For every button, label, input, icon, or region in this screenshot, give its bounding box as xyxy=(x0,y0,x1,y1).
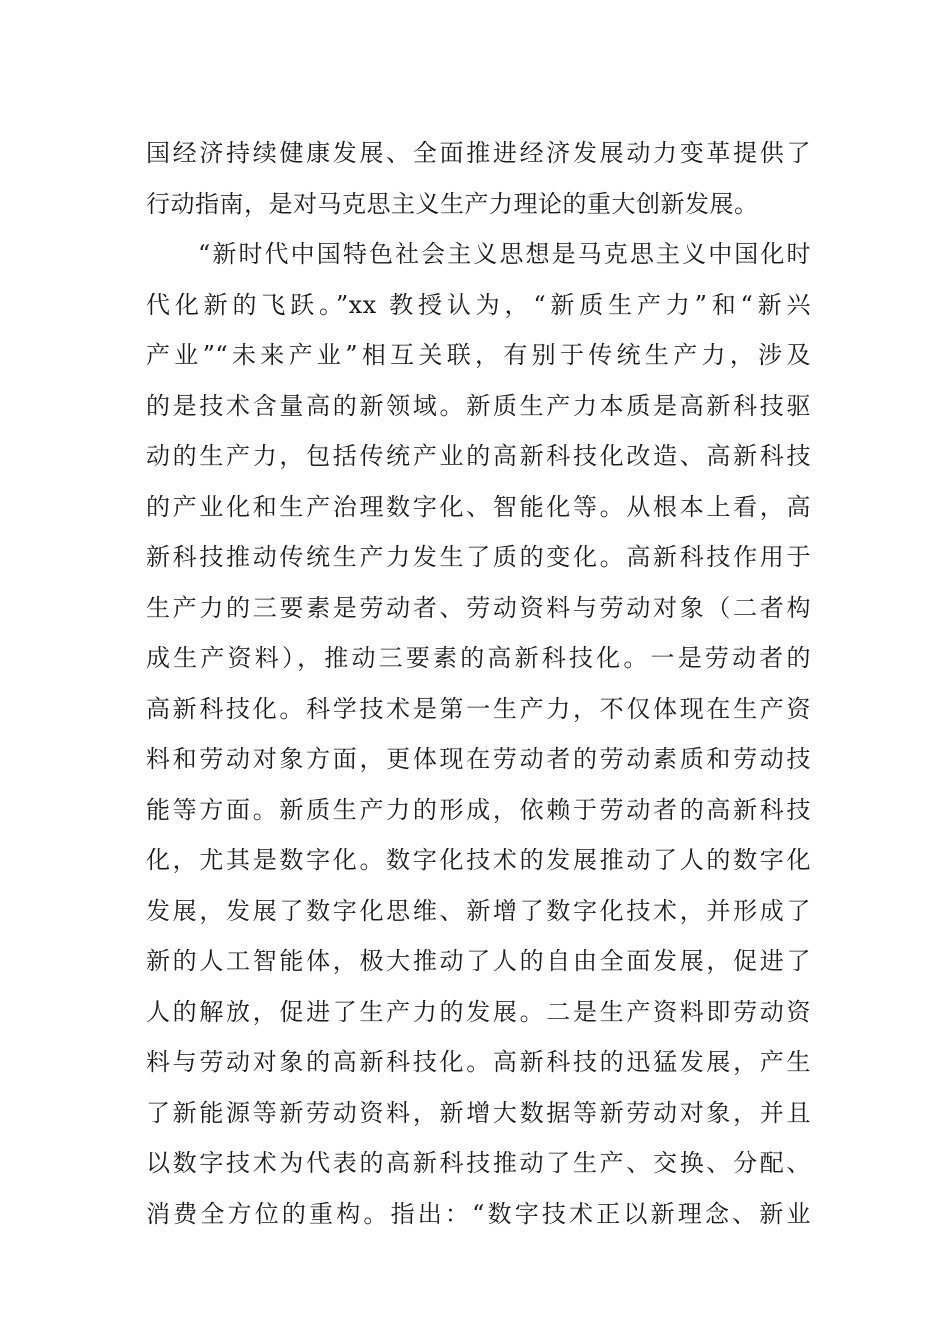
text-line: 的产业化和生产治理数字化、智能化等。从根本上看，高 xyxy=(146,492,811,521)
text-line: 消费全方位的重构。指出：“数字技术正以新理念、新业 xyxy=(146,1199,811,1228)
text-line: 发展，发展了数字化思维、新增了数字化技术，并形成了 xyxy=(146,896,811,925)
text-line: 成生产资料），推动三要素的高新科技化。一是劳动者的 xyxy=(146,644,811,672)
text-line: 国经济持续健康发展、全面推进经济发展动力变革提供了 xyxy=(146,139,811,167)
text-line: 能等方面。新质生产力的形成，依赖于劳动者的高新科技 xyxy=(146,795,811,824)
text-line: 产业”“未来产业”相互关联，有别于传统生产力，涉及 xyxy=(146,341,811,369)
text-line: 化，尤其是数字化。数字化技术的发展推动了人的数字化 xyxy=(146,846,811,874)
text-line: 料和劳动对象方面，更体现在劳动者的劳动素质和劳动技 xyxy=(146,745,811,773)
text-line: 的是技术含量高的新领域。新质生产力本质是高新科技驱 xyxy=(146,391,811,420)
text-line: 代化新的飞跃。”xx 教授认为，“新质生产力”和“新兴 xyxy=(146,290,811,319)
text-line: 生产力的三要素是劳动者、劳动资料与劳动对象（二者构 xyxy=(146,593,811,622)
body-text xyxy=(146,128,811,1239)
text-line: 以数字技术为代表的高新科技推动了生产、交换、分配、 xyxy=(146,1149,811,1177)
text-line: “新时代中国特色社会主义思想是马克思主义中国化时 xyxy=(198,240,811,268)
text-line: 了新能源等新劳动资料，新增大数据等新劳动对象，并且 xyxy=(146,1098,811,1127)
text-line: 料与劳动对象的高新科技化。高新科技的迅猛发展，产生 xyxy=(146,1048,811,1076)
text-line: 新科技推动传统生产力发生了质的变化。高新科技作用于 xyxy=(146,543,811,571)
text-line: 高新科技化。科学技术是第一生产力，不仅体现在生产资 xyxy=(146,694,811,723)
text-line: 动的生产力，包括传统产业的高新科技化改造、高新科技 xyxy=(146,442,811,470)
text-line: 行动指南，是对马克思主义生产力理论的重大创新发展。 xyxy=(146,189,759,218)
text-line: 新的人工智能体，极大推动了人的自由全面发展，促进了 xyxy=(146,947,811,975)
text-line: 人的解放，促进了生产力的发展。二是生产资料即劳动资 xyxy=(146,997,811,1026)
